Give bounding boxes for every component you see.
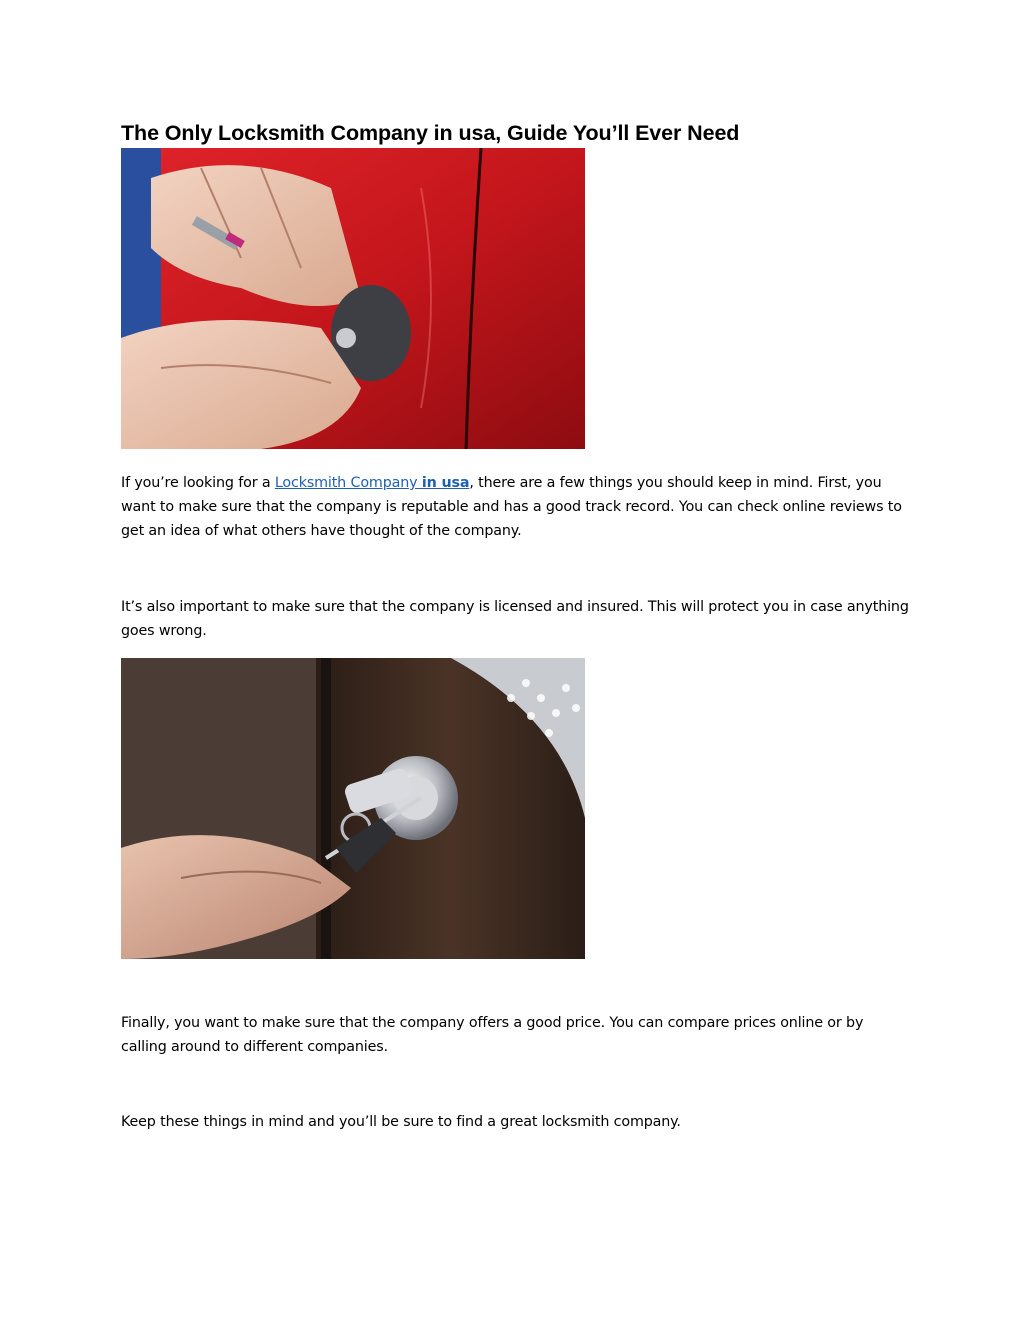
locksmith-company-link[interactable] bbox=[275, 475, 470, 491]
intro-text-after: , there are a few things you should keep in mind. First, you want to make sure that the company is reputable and has a good track record. You can check online reviews to get an idea of what others have thought of the company. bbox=[121, 475, 902, 539]
door-lock-pick-image bbox=[121, 658, 585, 959]
car-door-lock-photo bbox=[121, 148, 585, 449]
door-lock-pick-photo bbox=[121, 658, 585, 959]
pricing-paragraph: Finally, you want to make sure that the company offers a good price. You can compare prices online or by calling around to different companies. bbox=[121, 1015, 864, 1055]
intro-paragraph bbox=[121, 471, 911, 543]
car-door-lock-image bbox=[121, 148, 585, 449]
licensing-paragraph: It’s also important to make sure that the company is licensed and insured. This will protect you in case anything goes wrong. bbox=[121, 599, 909, 639]
page-title: The Only Locksmith Company in usa, Guide You’ll Ever Need bbox=[121, 121, 740, 145]
in-usa-link-text[interactable]: in usa bbox=[421, 475, 470, 491]
intro-text-before: If you’re looking for a bbox=[121, 475, 275, 491]
locksmith-company-link-text[interactable]: Locksmith Company bbox=[274, 475, 418, 491]
closing-paragraph: Keep these things in mind and you’ll be sure to find a great locksmith company. bbox=[121, 1114, 681, 1130]
